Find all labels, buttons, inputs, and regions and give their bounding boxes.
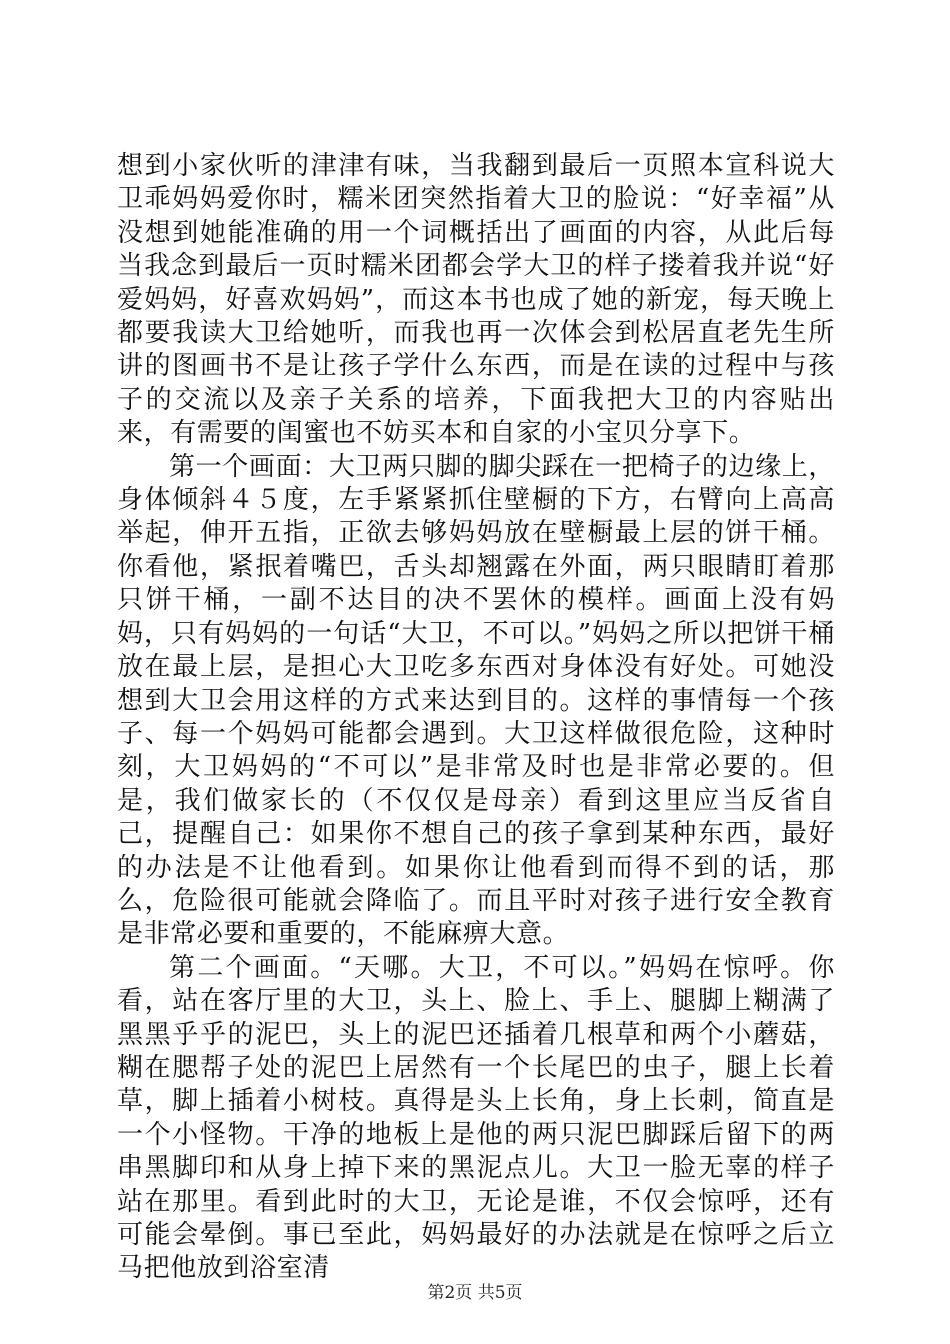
paragraph-3: 第二个画面。“天哪。大卫，不可以。”妈妈在惊呼。你看，站在客厅里的大卫，头上、脸上、手上、腿脚上糊满了黑黑乎乎的泥巴，头上的泥巴还插着几根草和两个小蘑菇，糊在腮帮子处的泥巴上居然有一个长尾巴的虫子，腿上长着草，脚上插着小树枝。真得是头上长角，身上长刺，简直是一个小怪物。干净的地板上是他的两只泥巴脚踩后留下的两串黑脚印和从身上掉下来的黑泥点儿。大卫一脸无辜的样子站在那里。看到此时的大卫，无论是谁，不仅会惊呼，还有可能会晕倒。事已至此，妈妈最好的办法就是在惊呼之后立马把他放到浴室清	[117, 952, 835, 1284]
paragraph-1: 想到小家伙听的津津有味，当我翻到最后一页照本宣科说大卫乖妈妈爱你时，糯米团突然指着大卫的脸说：“好幸福”从没想到她能准确的用一个词概括出了画面的内容，从此后每当我念到最后一页时糯米团都会学大卫的样子搂着我并说“好爱妈妈，好喜欢妈妈”，而这本书也成了她的新宠，每天晚上都要我读大卫给她听，而我也再一次体会到松居直老先生所讲的图画书不是让孩子学什么东西，而是在读的过程中与孩子的交流以及亲子关系的培养，下面我把大卫的内容贴出来，有需要的闺蜜也不妨买本和自家的小宝贝分享下。	[117, 151, 835, 449]
page-number-footer: 第2页 共5页	[427, 1283, 523, 1303]
document-body	[117, 150, 835, 1286]
paragraph-2: 第一个画面：大卫两只脚的脚尖踩在一把椅子的边缘上，身体倾斜４５度，左手紧紧抓住壁橱的下方，右臂向上高高举起，伸开五指，正欲去够妈妈放在壁橱最上层的饼干桶。你看他，紧抿着嘴巴，舌头却翘露在外面，两只眼睛盯着那只饼干桶，一副不达目的决不罢休的模样。画面上没有妈妈，只有妈妈的一句话“大卫，不可以。”妈妈之所以把饼干桶放在最上层，是担心大卫吃多东西对身体没有好处。可她没想到大卫会用这样的方式来达到目的。这样的事情每一个孩子、每一个妈妈可能都会遇到。大卫这样做很危险，这种时刻，大卫妈妈的“不可以”是非常及时也是非常必要的。但是，我们做家长的（不仅仅是母亲）看到这里应当反省自己，提醒自己：如果你不想自己的孩子拿到某种东西，最好的办法是不让他看到。如果你让他看到而得不到的话，那么，危险很可能就会降临了。而且平时对孩子进行安全教育是非常必要和重要的，不能麻痹大意。	[117, 451, 835, 950]
